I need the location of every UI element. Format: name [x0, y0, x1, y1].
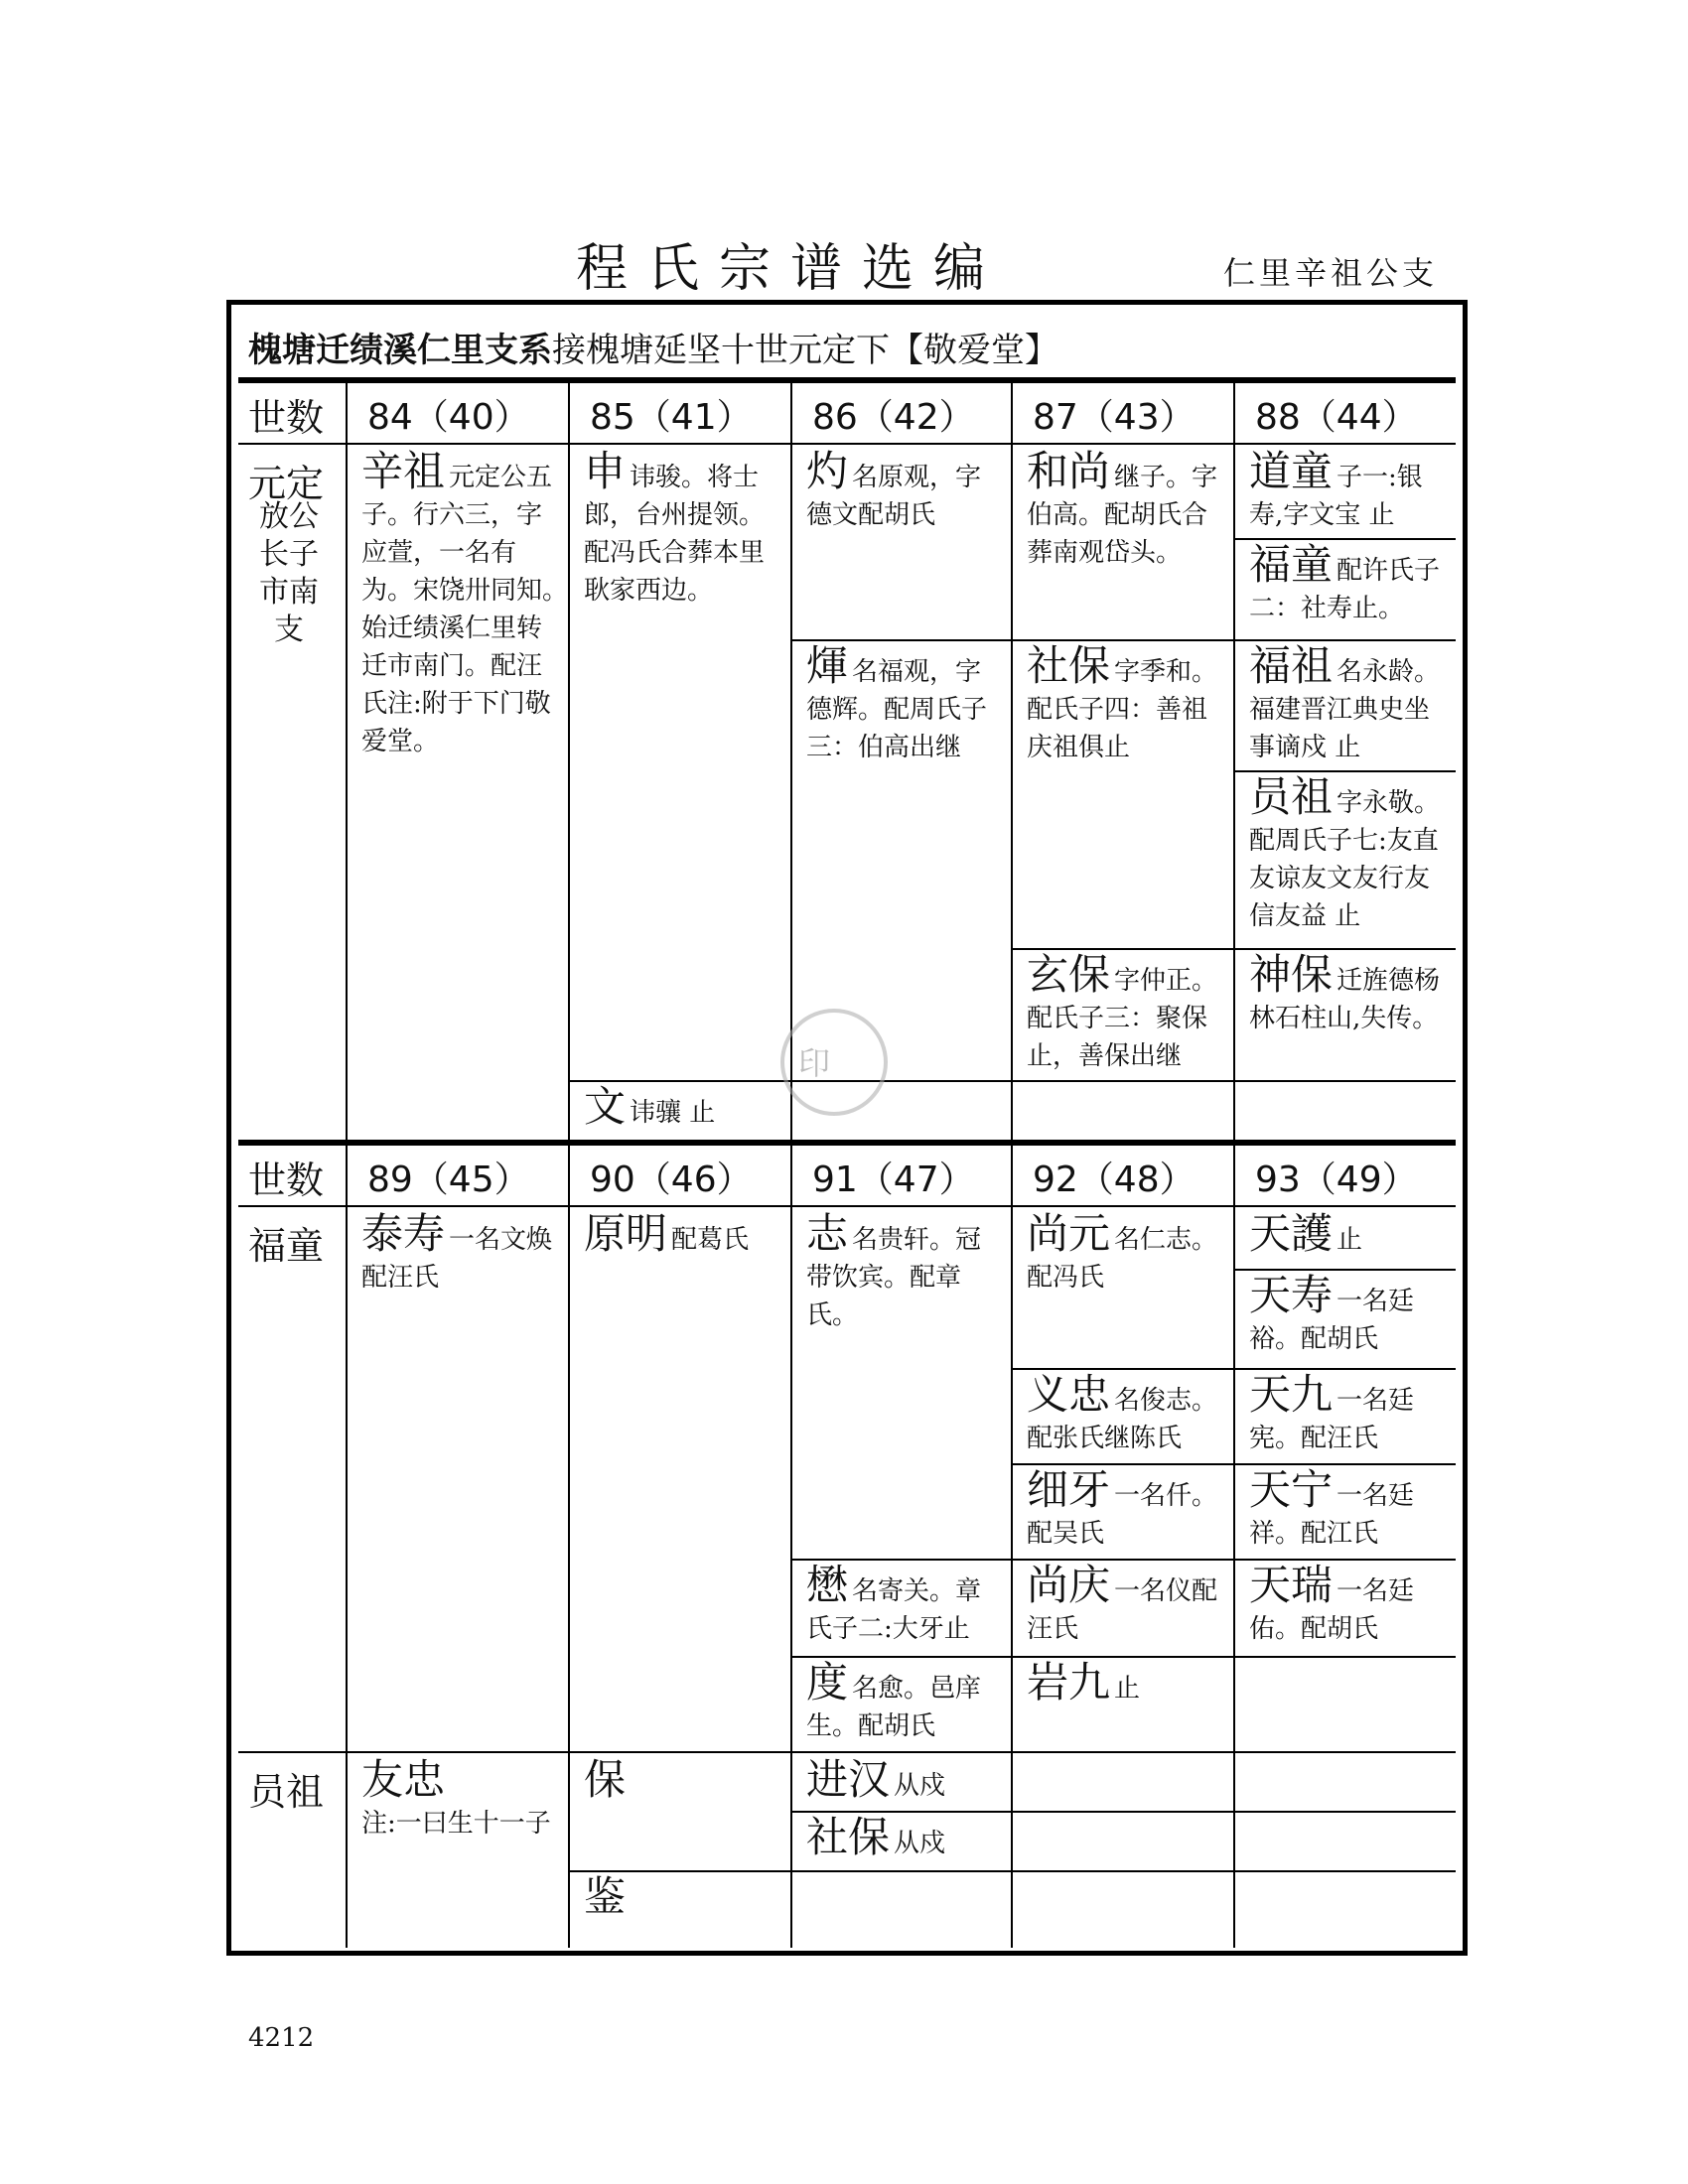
person-entry	[1249, 950, 1448, 1037]
person-entry	[584, 1755, 782, 1805]
person-note: 一名仟。配吴氏	[1027, 1481, 1218, 1549]
person-entry	[1027, 1465, 1225, 1553]
page-number: 4212	[248, 2023, 315, 2053]
person-note: 一名廷祥。配江氏	[1249, 1481, 1415, 1549]
person-note: 从戍	[894, 1771, 946, 1801]
person-name: 社保	[806, 1813, 891, 1861]
person-note: 名愈。邑庠生。配胡氏	[806, 1674, 982, 1741]
person-name: 尚元	[1027, 1209, 1111, 1258]
person-entry	[806, 641, 1005, 766]
person-name: 友忠	[361, 1755, 446, 1804]
person-entry	[1027, 641, 1225, 766]
person-name: 志	[806, 1209, 849, 1258]
person-entry	[361, 1209, 560, 1297]
person-name: 天護	[1249, 1209, 1334, 1258]
person-name: 天九	[1249, 1370, 1334, 1419]
person-entry	[806, 447, 1005, 534]
person-entry	[806, 1658, 1005, 1745]
person-note: 讳骏。将士郎，台州提领。配冯氏合葬本里耿家西边。	[584, 463, 766, 606]
person-note: 注:一曰生十一子	[361, 1809, 551, 1839]
person-entry	[584, 1209, 782, 1259]
person-note: 一名廷佑。配胡氏	[1249, 1576, 1415, 1644]
person-note: 一名廷裕。配胡氏	[1249, 1287, 1415, 1354]
person-name: 天寿	[1249, 1271, 1334, 1319]
person-note: 名永龄。福建晋江典史坐事谪戍 止	[1249, 657, 1441, 762]
person-name: 原明	[584, 1209, 668, 1258]
person-name: 天瑞	[1249, 1561, 1334, 1609]
person-name: 懋	[806, 1561, 849, 1609]
person-note: 字永敬。配周氏子七:友直友谅友文友行友信友益 止	[1249, 788, 1441, 931]
person-entry	[806, 1209, 1005, 1334]
person-note: 名寄关。章氏子二:大牙止	[806, 1576, 982, 1644]
person-entry	[1027, 1209, 1225, 1297]
person-note: 子一:银寿,字文宝 止	[1249, 463, 1423, 530]
person-name: 玄保	[1027, 950, 1111, 999]
person-note: 配许氏子二：社寿止。	[1249, 556, 1441, 623]
person-name: 鉴	[584, 1872, 627, 1921]
person-note: 名俊志。配张氏继陈氏	[1027, 1386, 1218, 1453]
rule	[346, 379, 348, 1948]
person-name: 道童	[1249, 447, 1334, 495]
ancestor-name: 元定	[248, 462, 325, 505]
person-note: 从戍	[894, 1829, 946, 1858]
generation-number: 85（41）	[590, 397, 753, 438]
person-entry	[1027, 950, 1225, 1075]
person-note: 元定公五子。行六三，字应萱，一名有为。宋饶卅同知。 始迁绩溪仁里转迁市南门。配汪氏注:附于下门敬爱堂。	[361, 463, 582, 756]
person-entry	[584, 1872, 782, 1922]
person-name: 岩九	[1027, 1658, 1111, 1706]
person-name: 进汉	[806, 1755, 891, 1804]
person-note: 名贵轩。冠带饮宾。配章氏。	[806, 1225, 982, 1330]
person-entry	[1249, 772, 1448, 935]
person-note: 讳骧 止	[630, 1098, 716, 1128]
person-note: 止	[1114, 1674, 1141, 1704]
person-name: 社保	[1027, 641, 1111, 690]
person-name: 细牙	[1027, 1465, 1111, 1514]
person-name: 煇	[806, 641, 849, 690]
rule	[1011, 379, 1013, 1948]
generation-number: 84（40）	[367, 397, 530, 438]
person-entry	[806, 1561, 1005, 1648]
ancestor-name: 福童	[248, 1224, 325, 1268]
person-name: 辛祖	[361, 447, 446, 495]
generation-label: 世数	[248, 396, 325, 440]
generation-number: 87（43）	[1033, 397, 1196, 438]
generation-number: 88（44）	[1255, 397, 1418, 438]
person-name: 员祖	[1249, 772, 1334, 821]
person-name: 灼	[806, 447, 849, 495]
person-note: 继子。字伯高。配胡氏合葬南观岱头。	[1027, 463, 1218, 568]
person-entry	[1027, 1561, 1225, 1648]
rule	[792, 1811, 1456, 1813]
lineage-header-bold: 槐塘迁绩溪仁里支系	[248, 331, 552, 370]
person-entry	[1027, 447, 1225, 572]
person-entry	[1249, 1465, 1448, 1553]
ancestor-note: 放公长子市南支	[259, 499, 319, 647]
rule	[568, 379, 570, 1948]
lineage-header-rest: 接槐塘延坚十世元定下【敬爱堂】	[552, 331, 1058, 370]
person-note: 一名仪配汪氏	[1027, 1576, 1218, 1644]
person-name: 义忠	[1027, 1370, 1111, 1419]
person-note: 名原观，字德文配胡氏	[806, 463, 982, 530]
person-name: 泰寿	[361, 1209, 446, 1258]
person-entry	[1249, 641, 1448, 766]
person-name: 天宁	[1249, 1465, 1334, 1514]
person-name: 保	[584, 1755, 627, 1804]
person-entry	[361, 1755, 560, 1843]
person-name: 福祖	[1249, 641, 1334, 690]
generation-number: 92（48）	[1033, 1160, 1196, 1200]
rule	[238, 377, 1456, 383]
person-note: 一名文焕配汪氏	[361, 1225, 553, 1293]
person-entry	[1027, 1370, 1225, 1457]
person-note: 配葛氏	[671, 1225, 750, 1255]
person-note: 字季和。配氏子四：善祖庆祖俱止	[1027, 657, 1218, 762]
person-note: 字仲正。配氏子三：聚保止，善保出继	[1027, 966, 1218, 1071]
generation-number: 90（46）	[590, 1160, 753, 1200]
rule	[570, 1080, 1456, 1082]
page-title: 程氏宗谱选编	[576, 239, 1006, 299]
person-entry	[584, 447, 782, 610]
person-entry	[584, 1082, 782, 1132]
person-name: 文	[584, 1082, 627, 1131]
rule	[792, 1656, 1456, 1658]
person-entry	[1249, 1561, 1448, 1648]
ancestor-name: 员祖	[248, 1770, 325, 1814]
rule	[570, 1870, 1456, 1872]
generation-number: 93（49）	[1255, 1160, 1418, 1200]
rule	[1233, 379, 1235, 1948]
generation-number: 86（42）	[812, 397, 975, 438]
generation-number: 89（45）	[367, 1160, 530, 1200]
person-entry	[1249, 540, 1448, 627]
person-name: 福童	[1249, 540, 1334, 589]
person-note: 名仁志。配冯氏	[1027, 1225, 1218, 1293]
person-entry	[361, 447, 582, 760]
person-note: 一名廷宪。配汪氏	[1249, 1386, 1415, 1453]
person-entry	[1027, 1658, 1225, 1707]
person-entry	[1249, 1370, 1448, 1457]
rule	[790, 379, 792, 1948]
person-note: 迁旌德杨林石柱山,失传。	[1249, 966, 1441, 1033]
person-entry	[1249, 1271, 1448, 1358]
generation-number: 91（47）	[812, 1160, 975, 1200]
rule	[792, 1559, 1456, 1561]
person-entry	[1249, 1209, 1448, 1259]
person-entry	[806, 1813, 1005, 1862]
lineage-header	[248, 323, 1450, 380]
seal-stamp-icon: 印	[780, 1009, 888, 1116]
rule	[238, 1751, 1456, 1753]
person-entry	[806, 1755, 1005, 1805]
rule	[238, 1140, 1456, 1146]
person-note: 名福观，字德辉。配周氏子三：伯高出继	[806, 657, 988, 762]
generation-label: 世数	[248, 1159, 325, 1202]
rule	[238, 1205, 1456, 1207]
person-note: 止	[1336, 1225, 1363, 1255]
rule	[238, 443, 1456, 445]
person-name: 尚庆	[1027, 1561, 1111, 1609]
person-entry	[1249, 447, 1448, 534]
branch-title: 仁里辛祖公支	[1223, 254, 1439, 292]
person-name: 和尚	[1027, 447, 1111, 495]
person-name: 神保	[1249, 950, 1334, 999]
person-name: 度	[806, 1658, 849, 1706]
person-name: 申	[584, 447, 627, 495]
